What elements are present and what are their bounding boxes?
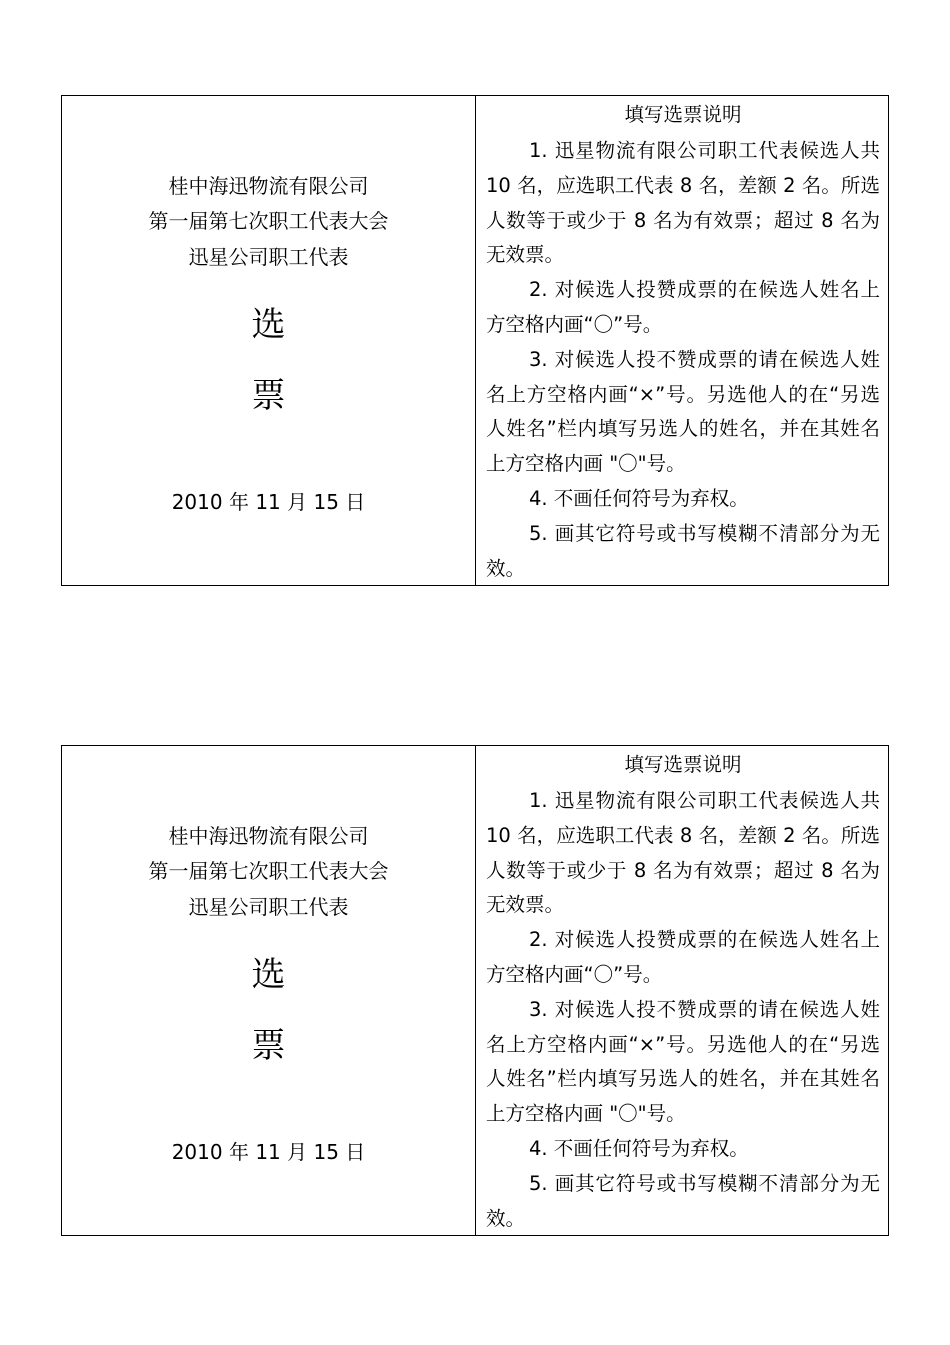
instruction-item: 3. 对候选人投不赞成票的请在候选人姓名上方空格内画“×”号。另选他人的在“另选人姓名”栏内填写另选人的姓名，并在其姓名上方空格内画 "〇"号。 (486, 997, 880, 1126)
instruction-item: 1. 迅星物流有限公司职工代表候选人共 10 名，应选职工代表 8 名，差额 2 名。所选人数等于或少于 8 名为有效票；超过 8 名为无效票。 (486, 789, 880, 917)
instruction-item: 4. 不画任何符号为弃权。 (529, 486, 749, 510)
representative-unit: 迅星公司职工代表 (188, 895, 349, 919)
instruction-item: 5. 画其它符号或书写模糊不清部分为无效。 (486, 1171, 880, 1230)
representative-unit: 迅星公司职工代表 (188, 245, 349, 269)
ballot-title-char-2: 票 (251, 1026, 286, 1066)
meeting-session: 第一届第七次职工代表大会 (148, 209, 389, 233)
ballot-title-char-2: 票 (251, 376, 286, 416)
ballot-title-char-1: 选 (251, 305, 286, 345)
meeting-session: 第一届第七次职工代表大会 (148, 859, 389, 883)
instructions-heading: 填写选票说明 (624, 103, 742, 126)
instructions-panel (476, 96, 888, 585)
instruction-item: 4. 不画任何符号为弃权。 (529, 1136, 749, 1160)
ballot-date: 2010 年 11 月 15 日 (171, 490, 366, 514)
ballot-cover (62, 96, 476, 585)
instruction-item: 1. 迅星物流有限公司职工代表候选人共 10 名，应选职工代表 8 名，差额 2 名。所选人数等于或少于 8 名为有效票；超过 8 名为无效票。 (486, 139, 880, 267)
ballot-title-char-1: 选 (251, 955, 286, 995)
ballot-date: 2010 年 11 月 15 日 (171, 1140, 366, 1164)
ballot-card-1 (61, 95, 889, 586)
instruction-item: 3. 对候选人投不赞成票的请在候选人姓名上方空格内画“×”号。另选他人的在“另选人姓名”栏内填写另选人的姓名，并在其姓名上方空格内画 "〇"号。 (486, 347, 880, 476)
instructions-panel (476, 746, 888, 1235)
ballot-cover (62, 746, 476, 1235)
ballot-card-2 (61, 745, 889, 1236)
company-name: 桂中海迅物流有限公司 (168, 824, 369, 848)
instruction-item: 2. 对候选人投赞成票的在候选人姓名上方空格内画“〇”号。 (486, 928, 880, 986)
instruction-item: 2. 对候选人投赞成票的在候选人姓名上方空格内画“〇”号。 (486, 278, 880, 336)
instruction-item: 5. 画其它符号或书写模糊不清部分为无效。 (486, 521, 880, 580)
company-name: 桂中海迅物流有限公司 (168, 174, 369, 198)
instructions-heading: 填写选票说明 (624, 753, 742, 776)
